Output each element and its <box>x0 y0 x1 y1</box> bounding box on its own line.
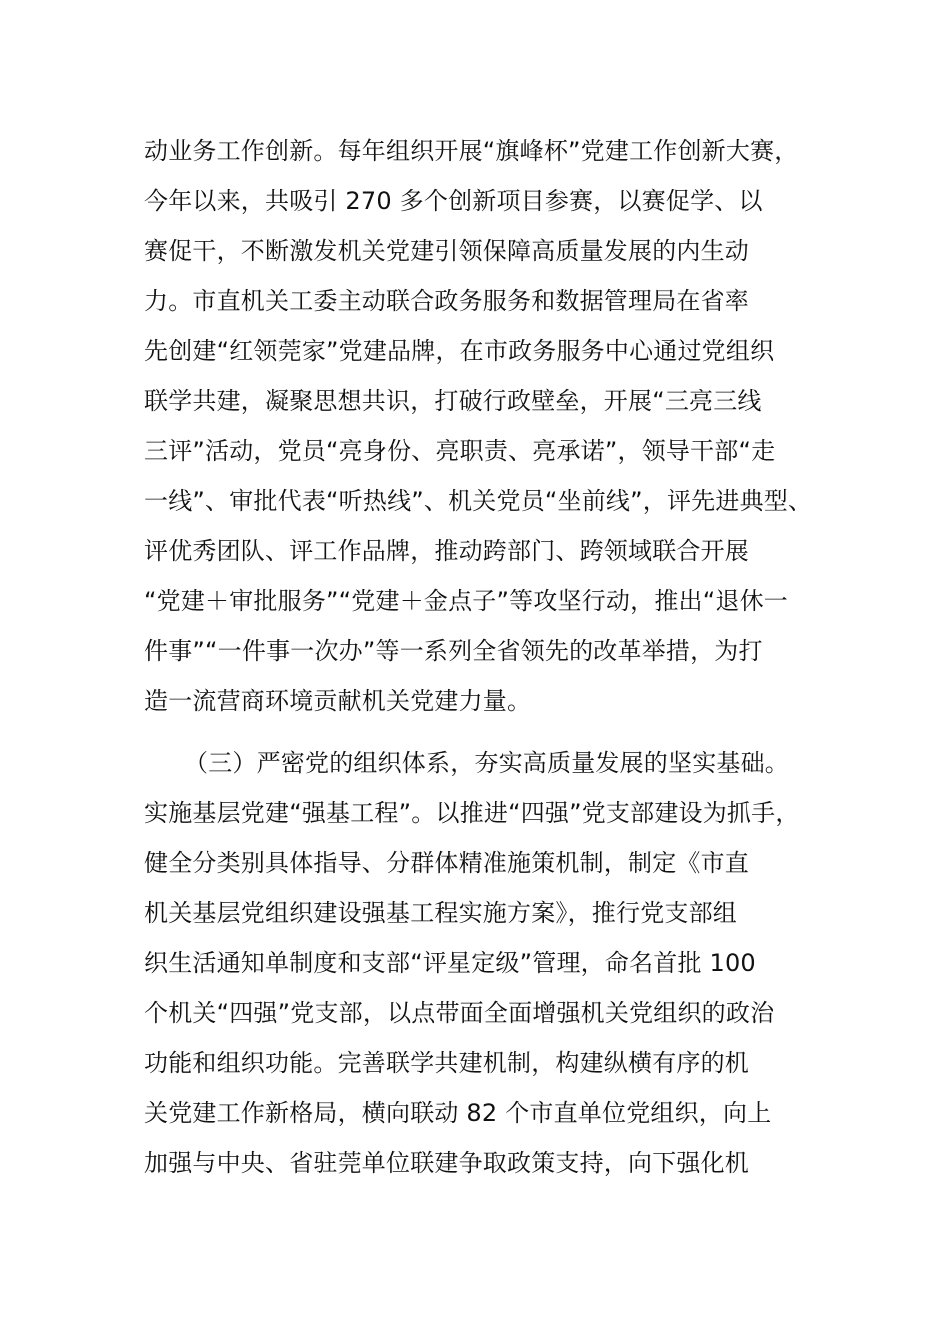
paragraph-line: 功能和组织功能。完善联学共建机制，构建纵横有序的机 <box>144 1049 749 1077</box>
paragraph-line: 评优秀团队、评工作品牌，推动跨部门、跨领域联合开展 <box>144 537 749 565</box>
paragraph-line: 关党建工作新格局，横向联动 82 个市直单位党组织，向上 <box>144 1099 772 1127</box>
paragraph-line: 织生活通知单制度和支部“评星定级”管理，命名首批 100 <box>144 949 756 977</box>
paragraph-line: 实施基层党建“强基工程”。以推进“四强”党支部建设为抓手， <box>144 799 800 827</box>
paragraph-line: 今年以来，共吸引 270 多个创新项目参赛，以赛促学、以 <box>144 187 763 215</box>
paragraph-line: 加强与中央、省驻莞单位联建争取政策支持，向下强化机 <box>144 1149 749 1177</box>
paragraph-2 <box>144 738 844 1188</box>
paragraph-line: 赛促干，不断激发机关党建引领保障高质量发展的内生动 <box>144 237 749 265</box>
section-heading-line: （三）严密党的组织体系，夯实高质量发展的坚实基础。 <box>184 749 789 777</box>
paragraph-line: 造一流营商环境贡献机关党建力量。 <box>144 687 532 715</box>
paragraph-line: 个机关“四强”党支部，以点带面全面增强机关党组织的政治 <box>144 999 775 1027</box>
paragraph-line: 动业务工作创新。每年组织开展“旗峰杯”党建工作创新大赛， <box>144 137 799 165</box>
paragraph-line: 健全分类别具体指导、分群体精准施策机制，制定《市直 <box>144 849 749 877</box>
paragraph-line: 三评”活动，党员“亮身份、亮职责、亮承诺”，领导干部“走 <box>144 437 776 465</box>
paragraph-line: “党建＋审批服务”“党建＋金点子”等攻坚行动，推出“退休一 <box>144 587 788 615</box>
paragraph-1 <box>144 126 844 726</box>
paragraph-line: 联学共建，凝聚思想共识，打破行政壁垒，开展“三亮三线 <box>144 387 762 415</box>
paragraph-line: 力。市直机关工委主动联合政务服务和数据管理局在省率 <box>144 287 749 315</box>
paragraph-line: 先创建“红领莞家”党建品牌，在市政务服务中心通过党组织 <box>144 337 775 365</box>
paragraph-line: 机关基层党组织建设强基工程实施方案》，推行党支部组 <box>144 899 737 927</box>
paragraph-line: 件事”“一件事一次办”等一系列全省领先的改革举措，为打 <box>144 637 763 665</box>
paragraph-line: 一线”、审批代表“听热线”、机关党员“坐前线”，评先进典型、 <box>144 487 813 515</box>
